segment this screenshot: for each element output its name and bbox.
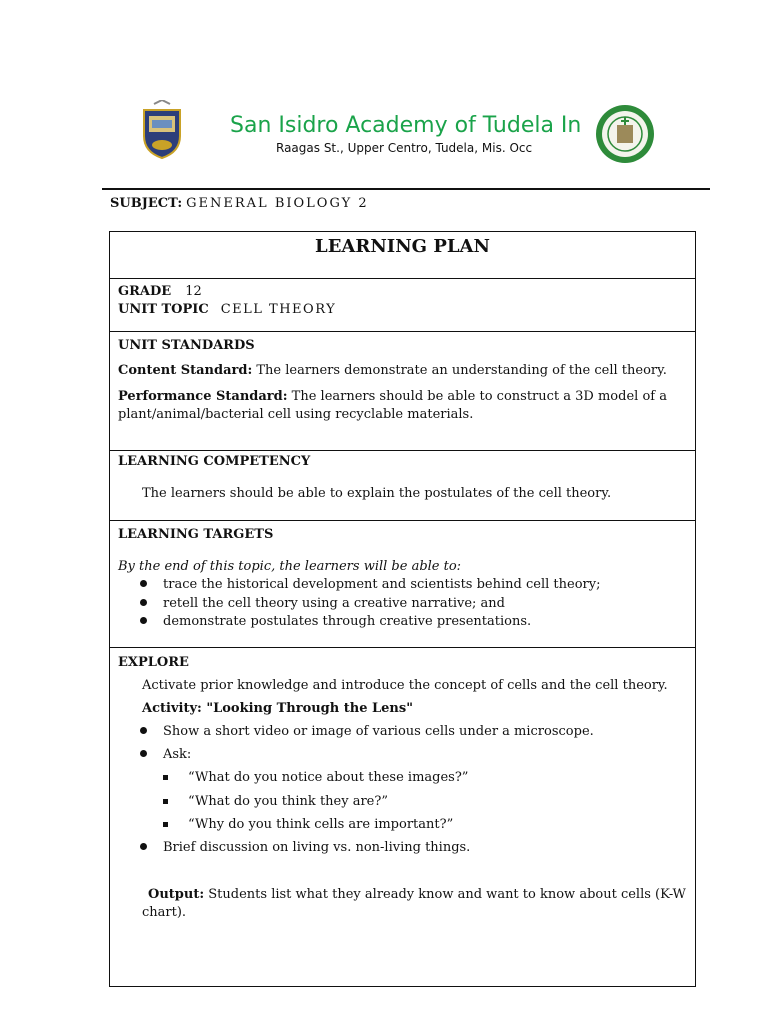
question-item: “Why do you think cells are important?” bbox=[188, 817, 454, 832]
competency-heading: LEARNING COMPETENCY bbox=[118, 454, 311, 469]
competency-text: The learners should be able to explain the postulates of the cell theory. bbox=[142, 486, 612, 501]
content-standard bbox=[118, 362, 667, 379]
header-divider bbox=[102, 188, 710, 190]
square-bullet-icon bbox=[163, 775, 168, 780]
targets-heading: LEARNING TARGETS bbox=[118, 527, 274, 542]
grade-topic-row bbox=[110, 278, 695, 332]
square-bullet-icon bbox=[163, 799, 168, 804]
target-item: retell the cell theory using a creative narrative; and bbox=[163, 596, 506, 611]
explore-bullet: Brief discussion on living vs. non-living things. bbox=[163, 840, 471, 855]
content-standard-text: The learners demonstrate an understanding of the cell theory. bbox=[252, 363, 667, 378]
explore-row bbox=[110, 647, 695, 988]
content-standard-label: Content Standard: bbox=[118, 363, 253, 378]
school-seal-logo-left bbox=[138, 100, 186, 160]
target-item: trace the historical development and scientists behind cell theory; bbox=[163, 577, 601, 592]
question-item: “What do you notice about these images?” bbox=[188, 770, 469, 785]
square-bullet-icon bbox=[163, 822, 168, 827]
bullet-icon bbox=[140, 599, 147, 606]
unit-topic-line bbox=[118, 301, 336, 318]
school-name: San Isidro Academy of Tudela In bbox=[230, 113, 582, 138]
unit-topic-label: UNIT TOPIC bbox=[118, 302, 209, 317]
bullet-icon bbox=[140, 843, 147, 850]
performance-standard-text-1: The learners should be able to construct a 3D model of a bbox=[287, 389, 667, 404]
targets-row bbox=[110, 520, 695, 648]
performance-standard-text-2: plant/animal/bacterial cell using recyclable materials. bbox=[118, 407, 474, 422]
subject-line bbox=[110, 196, 369, 211]
grade-value: 12 bbox=[185, 284, 202, 299]
explore-output bbox=[148, 886, 686, 903]
school-address: Raagas St., Upper Centro, Tudela, Mis. Occ bbox=[276, 141, 533, 155]
school-seal-logo-right bbox=[594, 103, 656, 165]
targets-intro: By the end of this topic, the learners will be able to: bbox=[118, 559, 462, 574]
bullet-icon bbox=[140, 580, 147, 587]
output-label: Output: bbox=[148, 887, 205, 902]
learning-plan-table bbox=[109, 231, 696, 987]
grade-line bbox=[118, 283, 202, 300]
bullet-icon bbox=[140, 727, 147, 734]
explore-activity: Activity: "Looking Through the Lens" bbox=[142, 701, 413, 716]
output-text-1: Students list what they already know and want to know about cells (K-W bbox=[204, 887, 686, 902]
question-item: “What do you think they are?” bbox=[188, 794, 388, 809]
bullet-icon bbox=[140, 617, 147, 624]
output-text-2: chart). bbox=[142, 905, 187, 920]
performance-standard-label: Performance Standard: bbox=[118, 389, 288, 404]
unit-standards-row bbox=[110, 331, 695, 451]
explore-heading: EXPLORE bbox=[118, 655, 189, 670]
target-item: demonstrate postulates through creative presentations. bbox=[163, 614, 532, 629]
unit-standards-heading: UNIT STANDARDS bbox=[118, 338, 255, 353]
performance-standard bbox=[118, 388, 667, 405]
subject-label: SUBJECT: bbox=[110, 196, 183, 211]
explore-bullet: Show a short video or image of various cells under a microscope. bbox=[163, 724, 594, 739]
title-row bbox=[110, 232, 695, 279]
bullet-icon bbox=[140, 750, 147, 757]
plan-title: LEARNING PLAN bbox=[315, 236, 490, 257]
competency-row bbox=[110, 450, 695, 521]
explore-bullet: Ask: bbox=[163, 747, 192, 762]
explore-intro: Activate prior knowledge and introduce the concept of cells and the cell theory. bbox=[142, 678, 668, 693]
subject-value: GENERAL BIOLOGY 2 bbox=[186, 196, 369, 211]
unit-topic-value: CELL THEORY bbox=[220, 302, 337, 317]
grade-label: GRADE bbox=[118, 284, 172, 299]
